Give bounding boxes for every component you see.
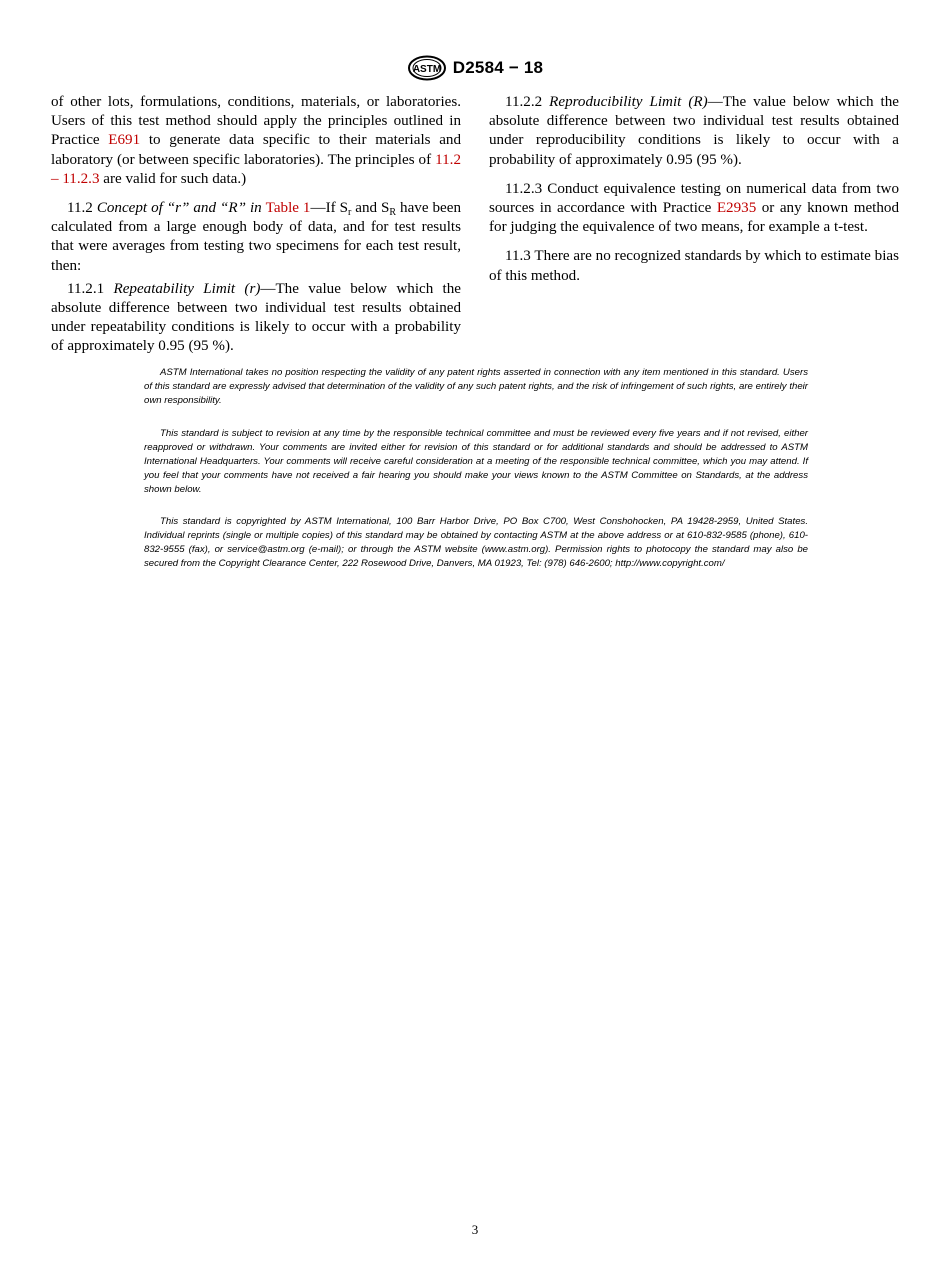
section-11-3: 11.3 There are no recognized standards by which to estimate bias of this method. xyxy=(489,248,899,284)
link-table-1[interactable]: Table 1 xyxy=(265,200,311,217)
right-column xyxy=(489,93,899,290)
page-header xyxy=(0,55,950,81)
section-11-2-1: 11.2.1 Repeatability Limit (r)—The value below which the absolute difference between two individual test results obtained under repeatability conditions is likely to occur with a probability of approximately 0.95 (95 %). xyxy=(51,280,462,355)
page-number: 3 xyxy=(471,1222,479,1237)
logo-text: ASTM xyxy=(412,64,441,75)
section-11-2: 11.2 Concept of “r” and “R” in Table 1—If $S_r$ and $S_R$ have been calculated from a large enough body of data, and for test results that were averages from testing two specimens for each test result, then: xyxy=(51,200,461,274)
section-11-2-3: 11.2.3 Conduct equivalence testing on numerical data from two sources in accordance with Practice E2935 or any known method for judging the equivalence of two means, for example a t-test. xyxy=(489,180,899,236)
link-e691[interactable]: E691 xyxy=(108,132,141,149)
left-column xyxy=(51,93,461,361)
link-section-11-2[interactable]: 11.2 – 11.2.3 xyxy=(51,151,461,187)
astm-logo-icon xyxy=(407,55,447,81)
section-11-2-2: 11.2.2 Reproducibility Limit (R)—The value below which the absolute difference between two individual test results obtained under reproducibility conditions is likely to occur with a probability of approximately 0.95 (95 %). xyxy=(489,94,899,168)
document-number: D2584 − 18 xyxy=(452,58,544,77)
link-e2935[interactable]: E2935 xyxy=(716,200,757,217)
revision-notice: This standard is subject to revision at any time by the responsible technical committee and must be reviewed every five years and if not revised, either reapproved or withdrawn. Your comments are invited either for revision of this standard or for additional standards and should be addressed to ASTM International Headquarters. Your comments will receive careful consideration at a meeting of the responsible technical committee, which you may attend. If you feel that your comments have not received a fair hearing you should make your views known to the ASTM Committee on Standards, at the address shown below. xyxy=(144,428,808,495)
paragraph-continuation: of other lots, formulations, conditions, materials, or laboratories. Users of this test method should apply the principles outlined in Practice E691 to generate data specific to their materials and laboratory (or between specific laboratories). The principles of 11.2 – 11.2.3 are valid for such data.) xyxy=(51,94,461,187)
patent-notice: ASTM International takes no position respecting the validity of any patent rights asserted in connection with any item mentioned in this standard. Users of this standard are expressly advised that determination of the validity of any such patent rights, and the risk of infringement of such rights, are entirely their own responsibility. xyxy=(144,367,808,406)
copyright-notice: This standard is copyrighted by ASTM International, 100 Barr Harbor Drive, PO Box C700, West Conshohocken, PA 19428-2959, United States. Individual reprints (single or multiple copies) of this standard may be obtained by contacting ASTM at the above address or at 610-832-9585 (phone), 610-832-9555 (fax), or service@astm.org (e-mail); or through the ASTM website (www.astm.org). Permission rights to photocopy the standard may also be secured from the Copyright Clearance Center, 222 Rosewood Drive, Danvers, MA 01923, Tel: (978) 646-2600; http://www.copyright.com/ xyxy=(144,516,808,569)
